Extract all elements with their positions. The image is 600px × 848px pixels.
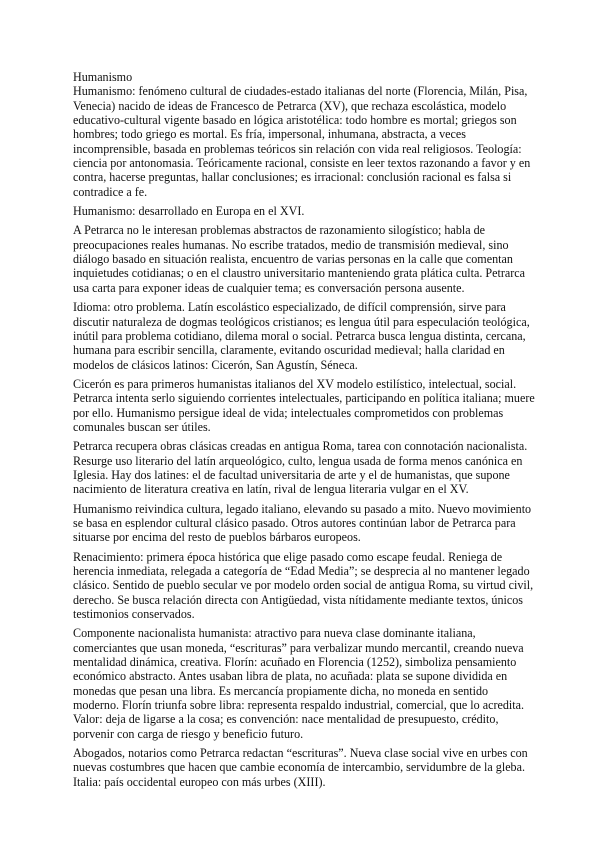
document-page <box>73 70 535 794</box>
paragraph-renacimiento: Renacimiento: primera época histórica que elige pasado como escape feudal. Reniega de herencia inmediata, relegada a categoría de “Edad Media”; se desprecia al no mantener legado clásico. Sentido de pueblo secular ve por modelo orden social de antigua Roma, su virtud civil, derecho. Se busca relación directa con Antigüedad, vista nítidamente mediante textos, únicos testimonios conservados. <box>73 549 534 622</box>
paragraph-definition: Humanismo: fenómeno cultural de ciudades-estado italianas del norte (Florencia, Milán, Pisa, Venecia) nacido de ideas de Francesco de Petrarca (XV), que rechaza escolástica, modelo educativo-cultural vigente basado en lógica aristotélica: todo hombre es mortal; griegos son hombres; todo griego es mortal. Es fría, impersonal, inhumana, abstracta, a veces incomprensible, basada en problemas teóricos sin relación con vida real religiosos. Teología: ciencia por antonomasia. Teóricamente racional, consiste en leer textos razonando a favor y en contra, hacerse preguntas, hallar conclusiones; es irracional: conclusión racional es falsa si contradice a fe. <box>73 84 531 199</box>
paragraph-petrarca: A Petrarca no le interesan problemas abstractos de razonamiento silogístico; habla de preocupaciones reales humanas. No escribe tratados, medio de transmisión medieval, sino diálogo basado en situación realista, encuentro de varias personas en la calle que comentan inquietudes cotidianas; o en el claustro universitario manteniendo grata plática culta. Petrarca usa carta para exponer ideas de cualquier tema; es conversación persona ausente. <box>73 223 526 295</box>
paragraph-obras-clasicas: Petrarca recupera obras clásicas creadas en antigua Roma, tarea con connotación nacionalista. Resurge uso literario del latín arqueológico, culto, lengua usada de forma menos canónica en Iglesia. Hay dos latines: el de facultad universitaria de arte y el de humanistas, que supone nacimiento de literatura creativa en latín, rival de lengua literaria vulgar en el XV. <box>73 439 528 497</box>
paragraph-ciceron: Cicerón es para primeros humanistas italianos del XV modelo estilístico, intelectual, social. Petrarca intenta serlo siguiendo corrientes intelectuales, participando en política italiana; muere por ello. Humanismo persigue ideal de vida; intelectuales comprometidos con problemas comunales buscan ser útiles. <box>73 376 535 434</box>
document-title: Humanismo <box>73 70 133 84</box>
paragraph-componente-nacionalista: Componente nacionalista humanista: atractivo para nueva clase dominante italiana, comerciantes que usan moneda, “escrituras” para verbalizar mundo mercantil, creando nueva mentalidad dinámica, creativa. Florín: acuñado en Florencia (1252), simboliza pensamiento económico abstracto. Antes usaban libra de plata, no acuñada: plata se supone dividida en monedas que pesan una libra. Es mercancía propiamente dicha, no moneda en sentido moderno. Florín triunfa sobre libra: representa respaldo industrial, comercial, que lo acredita. Valor: deja de ligarse a la cosa; es convención: nace mentalidad de presupuesto, crédito, porvenir con carga de riesgo y beneficio futuro. <box>73 626 525 741</box>
paragraph-idioma: Idioma: otro problema. Latín escolástico especializado, de difícil comprensión, sirve para discutir naturaleza de dogmas teológicos cristianos; es lengua útil para especulación teológica, inútil para problema cotidiano, dilema moral o social. Petrarca busca lengua distinta, cercana, humana para escribir sencilla, claramente, evitando oscuridad medieval; halla claridad en modelos de clásicos latinos: Cicerón, San Agustín, Séneca. <box>73 300 530 372</box>
paragraph-legado: Humanismo reivindica cultura, legado italiano, elevando su pasado a mito. Nuevo movimiento se basa en esplendor cultural clásico pasado. Otros autores continúan labor de Petrarca para situarse por encima del resto de pueblos bárbaros europeos. <box>73 501 532 545</box>
paragraph-europe: Humanismo: desarrollado en Europa en el XVI. <box>73 204 305 219</box>
paragraph-abogados: Abogados, notarios como Petrarca redactan “escrituras”. Nueva clase social vive en urbes con nuevas costumbres que hacen que cambie economía de intercambio, servidumbre de la gleba. Italia: país occidental europeo con más urbes (XIII). <box>73 746 528 789</box>
